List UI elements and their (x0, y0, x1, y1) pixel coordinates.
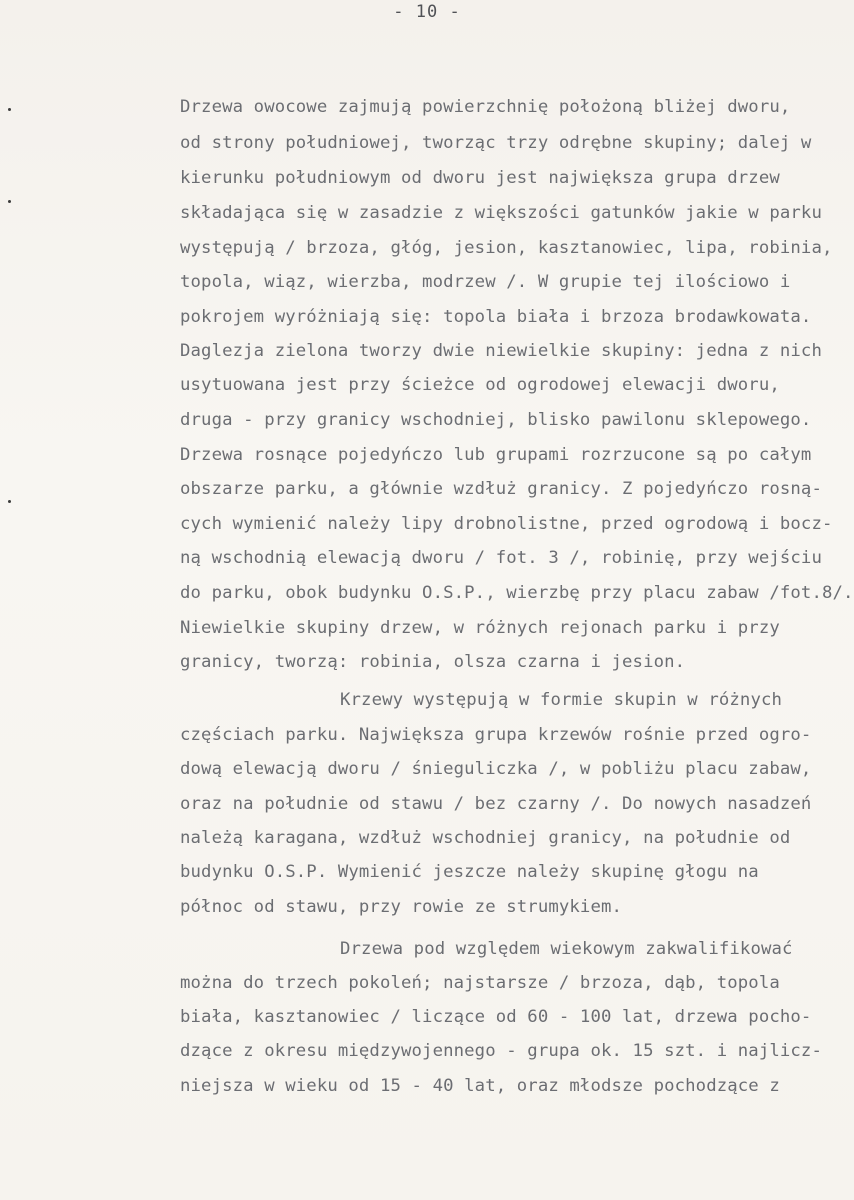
punch-hole-mark (8, 108, 11, 111)
text-line: pokrojem wyróżniają się: topola biała i brzoza brodawkowata. (180, 307, 812, 327)
text-line: budynku O.S.P. Wymienić jeszcze należy skupinę głogu na (180, 862, 759, 882)
text-line: można do trzech pokoleń; najstarsze / brzoza, dąb, topola (180, 973, 780, 993)
text-line: kierunku południowym od dworu jest największa grupa drzew (180, 168, 780, 188)
text-line: ną wschodnią elewacją dworu / fot. 3 /, robinię, przy wejściu (180, 548, 822, 568)
text-line: Niewielkie skupiny drzew, w różnych rejonach parku i przy (180, 618, 780, 638)
text-line: częściach parku. Największa grupa krzewów rośnie przed ogro- (180, 725, 812, 745)
text-line: druga - przy granicy wschodniej, blisko pawilonu sklepowego. (180, 410, 812, 430)
punch-hole-mark (8, 200, 11, 203)
text-line: Krzewy występują w formie skupin w różnych (340, 690, 783, 710)
punch-hole-mark (8, 500, 11, 503)
text-line: dową elewacją dworu / śnieguliczka /, w pobliżu placu zabaw, (180, 759, 812, 779)
text-line: Drzewa rosnące pojedyńczo lub grupami rozrzucone są po całym (180, 445, 812, 465)
text-line: dzące z okresu międzywojennego - grupa ok. 15 szt. i najlicz- (180, 1041, 822, 1061)
text-line: od strony południowej, tworząc trzy odrębne skupiny; dalej w (180, 133, 812, 153)
text-line: północ od stawu, przy rowie ze strumykiem. (180, 897, 623, 917)
text-line: do parku, obok budynku O.S.P., wierzbę przy placu zabaw /fot.8/. (180, 583, 854, 603)
text-line: biała, kasztanowiec / liczące od 60 - 100 lat, drzewa pocho- (180, 1007, 812, 1027)
text-line: składająca się w zasadzie z większości gatunków jakie w parku (180, 203, 822, 223)
text-line: usytuowana jest przy ścieżce od ogrodowej elewacji dworu, (180, 375, 780, 395)
text-line: należą karagana, wzdłuż wschodniej granicy, na południe od (180, 828, 791, 848)
text-line: obszarze parku, a głównie wzdłuż granicy. Z pojedyńczo rosną- (180, 479, 822, 499)
text-line: topola, wiąz, wierzba, modrzew /. W grupie tej ilościowo i (180, 272, 791, 292)
text-line: granicy, tworzą: robinia, olsza czarna i jesion. (180, 652, 686, 672)
text-line: Daglezja zielona tworzy dwie niewielkie skupiny: jedna z nich (180, 341, 822, 361)
text-line: oraz na południe od stawu / bez czarny /. Do nowych nasadzeń (180, 794, 812, 814)
page-number: - 10 - (393, 2, 461, 22)
text-line: Drzewa owocowe zajmują powierzchnię położoną bliżej dworu, (180, 97, 791, 117)
text-line: niejsza w wieku od 15 - 40 lat, oraz młodsze pochodzące z (180, 1076, 780, 1096)
text-line: cych wymienić należy lipy drobnolistne, przed ogrodową i bocz- (180, 514, 833, 534)
text-line: występują / brzoza, głóg, jesion, kasztanowiec, lipa, robinia, (180, 238, 833, 258)
text-line: Drzewa pod względem wiekowym zakwalifikować (340, 939, 793, 959)
